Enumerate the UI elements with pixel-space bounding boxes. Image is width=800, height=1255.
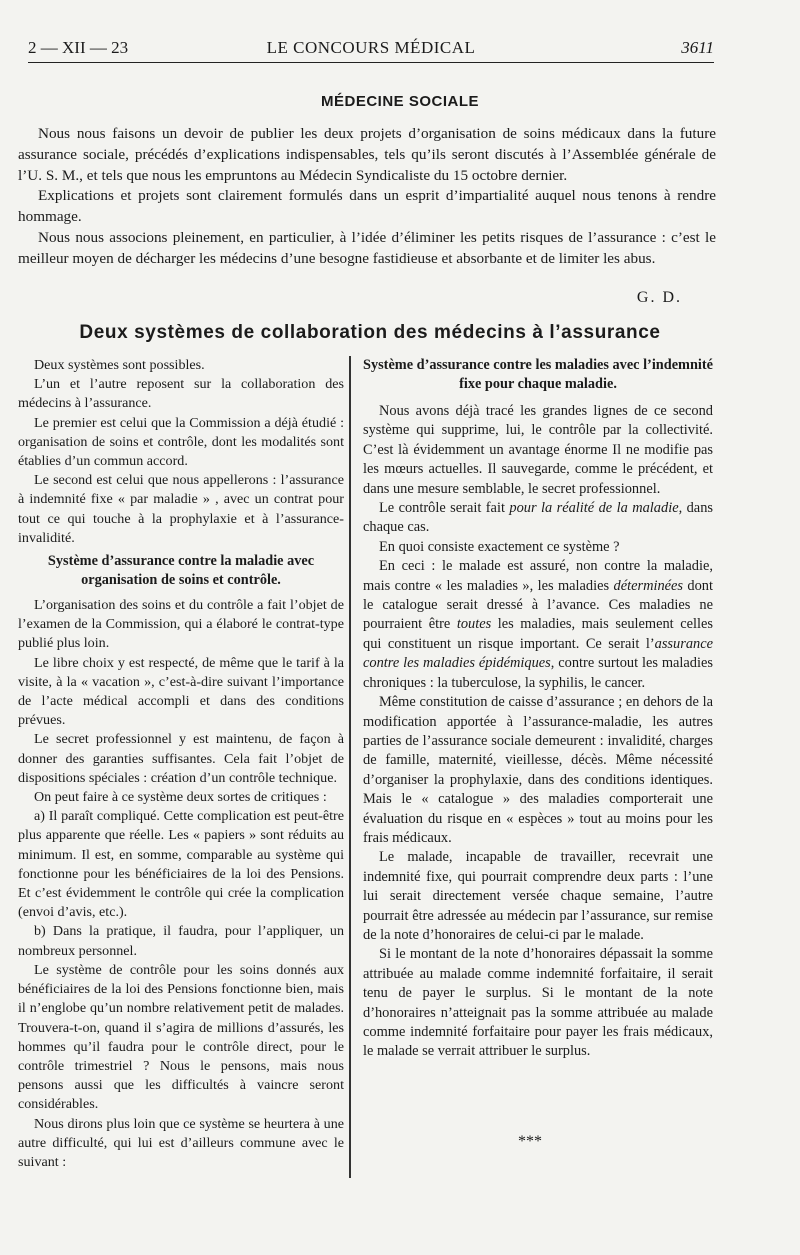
intro-paragraph: Nous nous associons pleinement, en particulier, à l’idée d’éliminer les petits risques de l’assurance : c’est le meilleur moyen de décharger les médecins d’une besogne fastidieuse et absorbante et de limiter les abus. [18,228,716,267]
page-header [28,34,714,63]
intro-paragraph: Explications et projets sont clairement formulés dans un esprit d’impartialité auquel nous tenons à rendre hommage. [18,187,716,226]
paragraph: En quoi consiste exactement ce système ? [379,538,620,555]
intro-paragraph: Nous nous faisons un devoir de publier les deux projets d’organisation de soins médicaux dans la future assurance sociale, précédés d’explications indispensables, tels qu’ils seront discutés à l’Assemblée générale de l’U. S. M., et tels que nous les empruntons au Médecin Syndicaliste du 15 octobre dernier. [18,125,716,184]
text-run: , contre surtout les maladies chroniques : la tuberculose, la syphilis, le cancer. [363,655,713,691]
page-number: 3611 [681,38,714,57]
asterism-separator: *** [518,1133,542,1150]
intro-text [18,124,716,270]
right-column [363,356,713,1062]
text-run: En ceci : le malade est assuré, non contre la maladie, mais contre « les maladies », les maladies [363,558,713,594]
section-title: MÉDECINE SOCIALE [320,93,479,110]
paragraph: Le secret professionnel y est maintenu, de façon à donner des garanties suffisantes. Cela fait l’objet de dispositions spéciales : création d’un contrôle technique. [18,731,344,786]
paragraph: a) Il paraît compliqué. Cette complication est peut-être plus apparente que réelle. Les « papiers » sont réduits au minimum. Il est, en somme, comparable au système qui fonctionne pour les bénéficiaires de la loi des Pensions. Et c’est évidemment le contrôle qui crée la complication (envoi d’avis, etc.). [18,808,344,921]
paragraph: Nous avons déjà tracé les grandes lignes de ce second système qui supprime, lui, le contrôle par la collectivité. C’est là évidemment un avantage énorme Il ne modifie pas les mœurs actuelles. Il sauvegarde, comme le précédent, et dans une mesure semblable, le secret professionnel. [363,403,713,497]
italic-run: toutes [456,616,492,633]
article-title: Deux systèmes de collaboration des médecins à l’assurance [79,322,661,343]
subsection-heading: Système d’assurance contre les maladies avec l’indemnité fixe pour chaque maladie. [363,357,713,392]
paragraph [363,557,713,693]
subsection-heading: Système d’assurance contre la maladie avec organisation de soins et contrôle. [47,553,315,589]
paragraph: Le libre choix y est respecté, de même que le tarif à la visite, à la « vacation », c’est-à-dire suivant l’importance de l’acte médical accompli et dans des conditions prévues. [18,654,344,729]
paragraph: Le système de contrôle pour les soins donnés aux bénéficiaires de la loi des Pensions fonctionne bien, mais il n’englobe qu’un nombre relativement petit de malades. Trouvera-t-on, quand il s’agira de millions d’assurés, les hommes qu’il faudra pour le contrôle direct, pour le contrôle trimestriel ? Nous le pensons, mais nous pensons aussi que les difficultés à vaincre seront considérables. [18,961,344,1113]
journal-title: LE CONCOURS MÉDICAL [266,38,476,57]
paragraph: b) Dans la pratique, il faudra, pour l’appliquer, un nombreux personnel. [18,923,344,959]
text-run: dans chaque cas. [363,500,713,536]
italic-run: pour la réalité de la maladie, [509,500,683,517]
paragraph [363,499,713,538]
text-run: les maladies, mais seulement celles qui constituent un risque important. Ce serait l’ [363,616,714,652]
paragraph: L’organisation des soins et du contrôle a fait l’objet de l’examen de la Commission, qui a élaboré le contrat-type publié plus loin. [18,597,344,652]
paragraph: Nous dirons plus loin que ce système se heurtera à une autre difficulté, qui lui est d’ailleurs commune avec le suivant : [18,1115,344,1170]
paragraph: Le premier est celui que la Commission a déjà étudié : organisation de soins et contrôle, dont les modalités sont établies d’un commun accord. [18,414,344,470]
text-run: dont le catalogue serait dressé à l’avance. Ces maladies ne pourraient être [363,577,714,633]
paragraph: Si le montant de la note d’honoraires dépassait la somme attribuée au malade comme indemnité forfaitaire, il serait tenu de payer le surplus. Si le montant de la note d’honoraires n’atteignait pas la somme attribuée au malade comme indemnité forfaitaire pour payer les frais médicaux, le malade se verrait attribuer le surplus. [363,946,713,1060]
paragraph: Le second est celui que nous appellerons : l’assurance à indemnité fixe « par maladie » , avec un contrat pour tout ce qui touche à la prophylaxie et à l’assurance-invalidité. [18,472,344,546]
left-column [18,356,344,1172]
italic-run: déterminées [613,577,684,594]
paragraph: Le malade, incapable de travailler, recevrait une indemnité fixe, qui pourrait comprendre deux parts : l’une lui serait directement versée chaque semaine, l’autre pourrait être adressée au médecin par l’assurance, sur remise de la note d’honoraires de celui-ci par le malade. [363,849,713,943]
text-run: Le contrôle serait fait [379,500,510,517]
paragraph: Même constitution de caisse d’assurance ; en dehors de la modification apportée à l’assurance-maladie, les autres parties de l’assurance sociale demeurent : invalidité, charges de famille, maternité, vieillesse, décès. Même nécessité d’organiser la prophylaxie, dans des conditions identiques. Mais le « catalogue » des maladies comporterait une évaluation du risque en « espèces » tout au moins pour les frais médicaux. [363,694,713,846]
italic-run: assurance contre les maladies épidémiques [363,635,713,672]
paragraph: Deux systèmes sont possibles. [34,357,205,373]
paragraph: On peut faire à ce système deux sortes de critiques : [34,789,327,806]
header-date: 2 — XII — 23 [28,38,129,57]
column-divider [349,356,351,1178]
signature: G. D. [636,289,682,306]
paragraph: L’un et l’autre reposent sur la collaboration des médecins à l’assurance. [18,376,344,412]
